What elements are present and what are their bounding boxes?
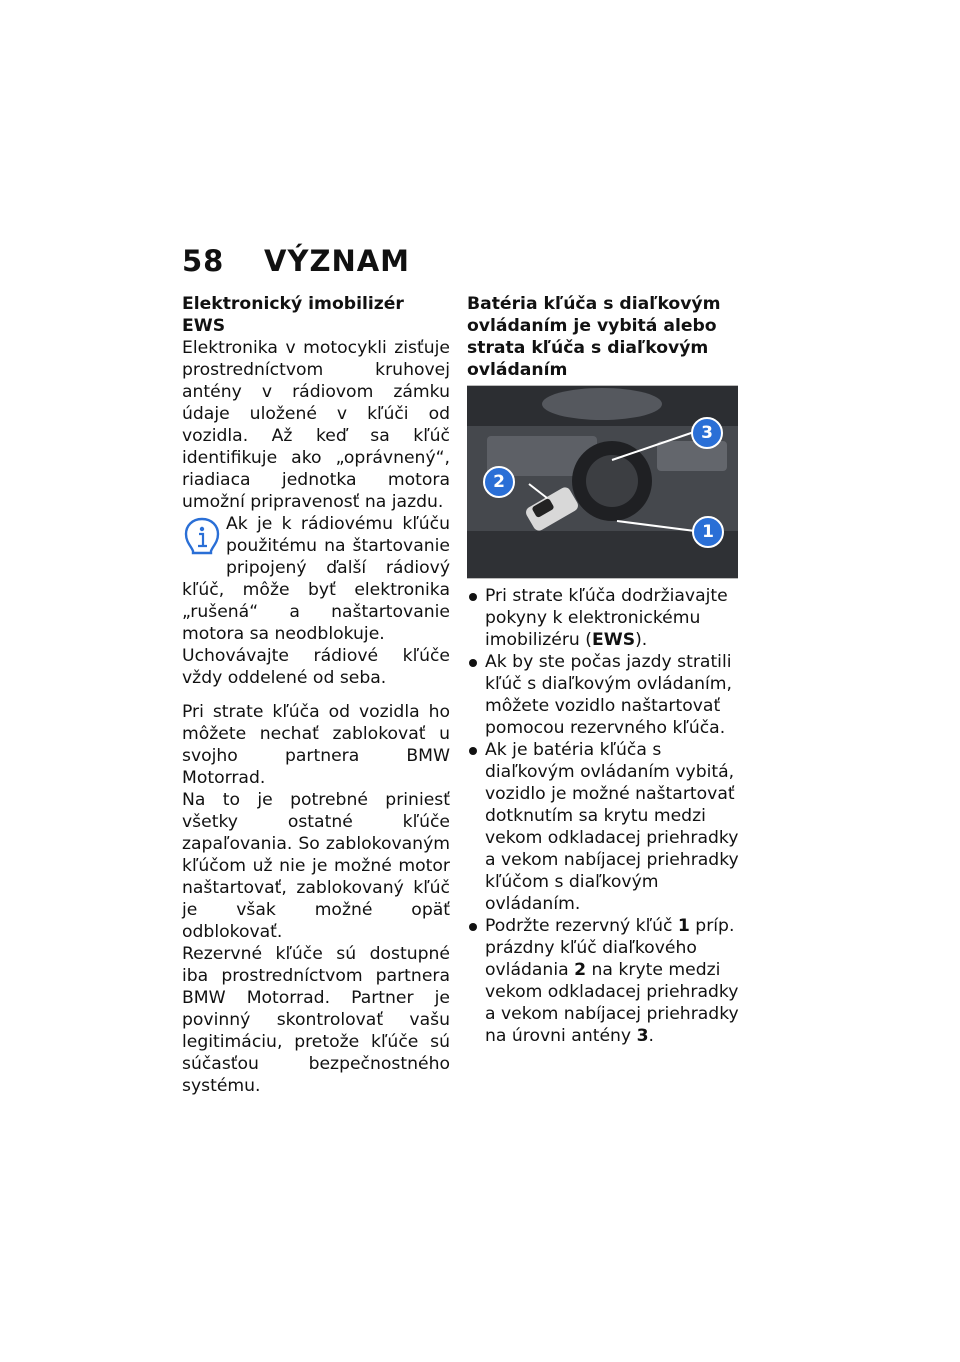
bold-reference: 1 [677, 916, 690, 936]
list-item [467, 651, 739, 739]
bullet-icon [469, 659, 477, 667]
section-title: VÝZNAM [264, 244, 411, 278]
battery-heading: Batéria kľúča s diaľkovým ovládaním je vybitá alebo strata kľúča s diaľkovým ovládaním [467, 294, 721, 380]
list-item-text: na kryte medzi vekom odkladacej priehradky a vekom nabíjacej priehradky na úrovni antény [485, 960, 739, 1046]
list-item-text: Podržte rezervný kľúč [485, 916, 678, 936]
list-item [467, 585, 739, 651]
bold-reference: 2 [574, 960, 587, 980]
bullet-icon [469, 593, 477, 601]
list-item-text: Ak je batéria kľúča s diaľkovým ovládaním vybitá, vozidlo je možné naštartovať dotknutím sa krytu medzi vekom odkladacej priehradky a vekom nabíjacej priehradky kľúčom s diaľkovým ovládaním. [485, 740, 739, 914]
left-column [182, 293, 450, 1097]
list-item-text: Ak by ste počas jazdy stratili kľúč s diaľkovým ovládaním, môžete vozidlo naštartovať pomocou rezervného kľúča. [485, 652, 733, 738]
list-item-text: Pri strate kľúča dodržiavajte pokyny k elektronickému imobilizéru ( [485, 586, 728, 650]
list-item-text: . [648, 1026, 654, 1046]
bold-reference: 3 [636, 1026, 649, 1046]
note-text-1: Ak je k rádiovému kľúču použitému na štartovanie pripojený ďalší rádiový kľúč, môže byť elektronika „rušená“ a naštartovanie motora sa neodblokuje. [182, 514, 450, 644]
note-text-2: Uchovávajte rádiové kľúče vždy oddelené od seba. [182, 646, 450, 688]
other-keys-paragraph: Na to je potrebné priniesť všetky ostatné kľúče zapaľovania. So zablokovaným kľúčom už nie je možné motor naštartovať, zablokovaný kľúč je však možné opäť odblokovať. [182, 790, 450, 942]
page-number: 58 [182, 244, 225, 278]
instructions-list [467, 585, 739, 1047]
callout-1: 1 [692, 516, 724, 548]
bold-reference: EWS [592, 630, 636, 650]
list-item-text: príp. prázdny kľúč diaľkového ovládania [485, 916, 735, 980]
info-icon [182, 515, 222, 559]
list-item [467, 915, 739, 1047]
right-column [467, 293, 739, 1047]
info-note [182, 513, 450, 689]
ews-heading: Elektronický imobilizér EWS [182, 294, 404, 336]
bullet-icon [469, 747, 477, 755]
callout-2: 2 [483, 466, 515, 498]
ews-paragraph: Elektronika v motocykli zisťuje prostredníctvom kruhovej antény v rádiovom zámku údaje uložené v kľúči od vozidla. Až keď sa kľúč identifikuje ako „oprávnený“, riadiaca jednotka motora umožní pripravenosť na jazdu. [182, 338, 450, 512]
callout-3: 3 [691, 417, 723, 449]
lost-key-paragraph: Pri strate kľúča od vozidla ho môžete nechať zablokovať u svojho partnera BMW Motorrad. [182, 702, 450, 788]
list-item-text: ). [635, 630, 648, 650]
list-item [467, 739, 739, 915]
key-position-photo [467, 385, 738, 579]
page-header [182, 244, 410, 278]
bullet-icon [469, 923, 477, 931]
spare-keys-paragraph: Rezervné kľúče sú dostupné iba prostredníctvom partnera BMW Motorrad. Partner je povinný skontrolovať vašu legitimáciu, pretože kľúče sú súčasťou bezpečnostného systému. [182, 944, 450, 1096]
